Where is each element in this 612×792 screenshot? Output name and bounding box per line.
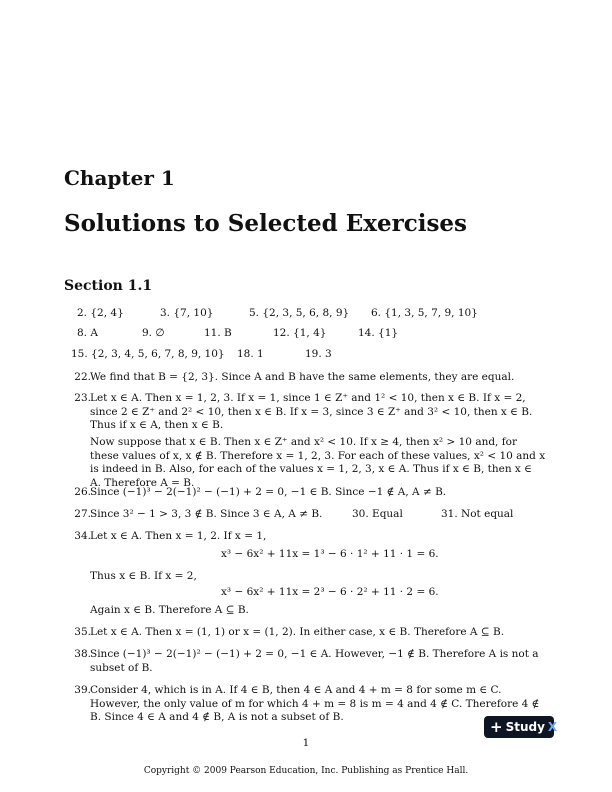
exercise-34-middle: Thus x ∈ B. If x = 2, — [90, 570, 197, 582]
studyx-badge[interactable] — [484, 716, 558, 738]
answer-8: 8. A — [77, 327, 98, 339]
exercise-38: Since (−1)³ − 2(−1)² − (−1) + 2 = 0, −1 ∈ A. However, −1 ∉ B. Therefore A is not a subset of B. — [90, 648, 539, 674]
answer-18: 18. 1 — [237, 348, 264, 360]
answer-2: 2. {2, 4} — [77, 307, 124, 319]
answer-5: 5. {2, 3, 5, 6, 8, 9} — [249, 307, 350, 319]
exercise-22: We find that B = {2, 3}. Since A and B have the same elements, they are equal. — [90, 371, 515, 383]
page-number: 1 — [302, 737, 310, 749]
exercise-31: 31. Not equal — [441, 508, 514, 520]
exercise-number: 26. — [74, 486, 91, 498]
exercise-number: 23. — [74, 392, 91, 404]
exercise-34-equation-1: x³ − 6x² + 11x = 1³ − 6 · 1² + 11 · 1 = 6. — [221, 548, 439, 560]
answer-3: 3. {7, 10} — [160, 307, 214, 319]
exercise-30: 30. Equal — [352, 508, 403, 520]
exercise-27: Since 3² − 1 > 3, 3 ∉ B. Since 3 ∈ A, A ≠ B. — [90, 508, 323, 520]
exercise-number: 27. — [74, 508, 91, 520]
answer-11: 11. B — [204, 327, 232, 339]
studyx-label: Study — [505, 720, 545, 734]
section-heading: Section 1.1 — [64, 278, 153, 294]
answer-15: 15. {2, 3, 4, 5, 6, 7, 8, 9, 10} — [71, 348, 225, 360]
exercise-26: Since (−1)³ − 2(−1)² − (−1) + 2 = 0, −1 ∈ B. Since −1 ∉ A, A ≠ B. — [90, 486, 447, 498]
exercise-35: Let x ∈ A. Then x = (1, 1) or x = (1, 2). In either case, x ∈ B. Therefore A ⊆ B. — [90, 626, 505, 638]
exercise-number: 35. — [74, 626, 91, 638]
exercise-number: 34. — [74, 530, 91, 542]
exercise-number: 38. — [74, 648, 91, 660]
exercise-39: Consider 4, which is in A. If 4 ∈ B, then 4 ∈ A and 4 + m = 8 for some m ∈ C. However, the only value of m for which 4 + m = 8 is m = 4 and 4 ∉ C. Therefore 4 ∉ B. Since 4 ∈ A and 4 ∉ B, A is not a subset of B. — [90, 684, 540, 724]
answer-6: 6. {1, 3, 5, 7, 9, 10} — [371, 307, 478, 319]
exercise-23-part-b: Now suppose that x ∈ B. Then x ∈ Z⁺ and x² < 10. If x ≥ 4, then x² > 10 and, for these values of x, x ∉ B. Therefore x = 1, 2, 3. For each of these values, x² < 10 and x is indeed in B. Also, for each of the values x = 1, 2, 3, x ∈ A. Thus if x ∈ B, then x ∈ A. Therefore A = B. — [90, 436, 546, 489]
copyright-footer: Copyright © 2009 Pearson Education, Inc. Publishing as Prentice Hall. — [143, 766, 469, 776]
chapter-heading: Chapter 1 — [64, 166, 175, 190]
answer-9: 9. ∅ — [142, 327, 165, 339]
plus-icon: + — [490, 718, 503, 736]
exercise-23-part-a: Let x ∈ A. Then x = 1, 2, 3. If x = 1, since 1 ∈ Z⁺ and 1² < 10, then x ∈ B. If x = 2, since 2 ∈ Z⁺ and 2² < 10, then x ∈ B. If x = 3, since 3 ∈ Z⁺ and 3² < 10, then x ∈ B. Thus if x ∈ A, then x ∈ B. — [90, 392, 533, 432]
answer-19: 19. 3 — [305, 348, 332, 360]
answer-14: 14. {1} — [358, 327, 399, 339]
exercise-34-conclusion: Again x ∈ B. Therefore A ⊆ B. — [90, 604, 249, 616]
studyx-x: X — [547, 720, 558, 734]
exercise-number: 39. — [74, 684, 91, 696]
exercise-number: 22. — [74, 371, 91, 383]
answer-12: 12. {1, 4} — [273, 327, 327, 339]
page-title: Solutions to Selected Exercises — [64, 210, 467, 237]
exercise-34-intro: Let x ∈ A. Then x = 1, 2. If x = 1, — [90, 530, 267, 542]
exercise-34-equation-2: x³ − 6x² + 11x = 2³ − 6 · 2² + 11 · 2 = 6. — [221, 586, 439, 598]
